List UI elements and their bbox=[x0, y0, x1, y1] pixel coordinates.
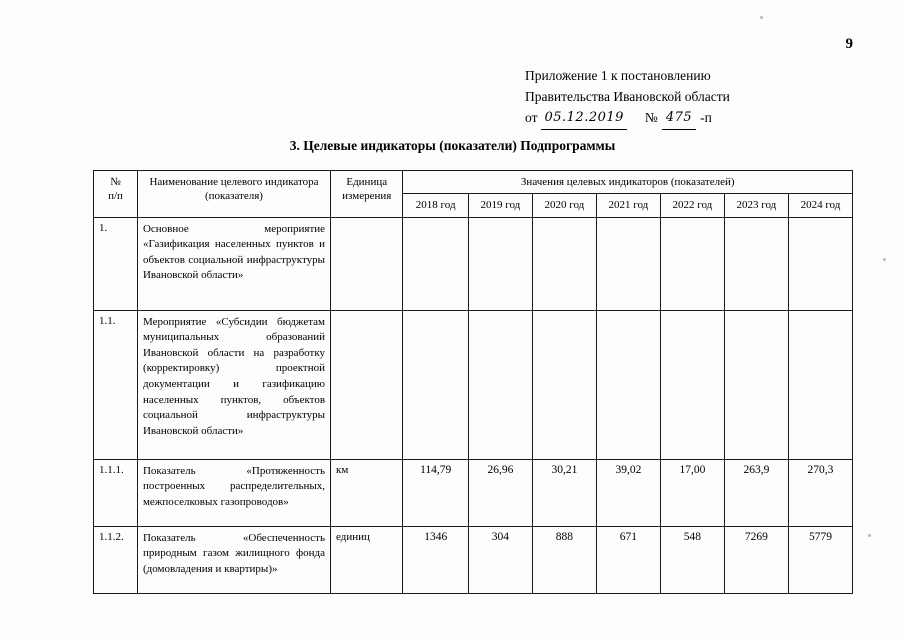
row-number: 1.1.2. bbox=[94, 526, 138, 593]
row-indicator-name: Показатель «Обеспеченность природным газом жилищного фонда (домовладения и квартиры)» bbox=[137, 526, 330, 593]
row-value-2020: 888 bbox=[532, 526, 596, 593]
row-value-2024 bbox=[788, 217, 852, 310]
row-value-2024: 270,3 bbox=[788, 459, 852, 526]
row-indicator-name: Показатель «Протяженность построенных распределительных, межпоселковых газопроводов» bbox=[137, 459, 330, 526]
row-value-2018 bbox=[403, 310, 468, 459]
header-cell-no bbox=[94, 171, 138, 218]
row-value-2022: 548 bbox=[660, 526, 724, 593]
header-cell-unit bbox=[331, 171, 403, 218]
header-cell-year-2022: 2022 год bbox=[660, 194, 724, 217]
number-suffix-label: -п bbox=[700, 109, 712, 125]
table-row bbox=[94, 526, 853, 593]
header-line-date-number bbox=[525, 108, 855, 131]
date-value: 05.12.2019 bbox=[541, 108, 626, 130]
page-number: 9 bbox=[845, 36, 853, 52]
row-unit: км bbox=[331, 459, 403, 526]
header-cell-name bbox=[137, 171, 330, 218]
row-unit bbox=[331, 217, 403, 310]
header-cell-year-2019: 2019 год bbox=[468, 194, 532, 217]
header-cell-values-group: Значения целевых индикаторов (показателей) bbox=[403, 171, 853, 194]
document-number-value: 475 bbox=[662, 108, 696, 130]
table-body bbox=[94, 217, 853, 593]
scan-speck bbox=[883, 258, 886, 261]
row-value-2024 bbox=[788, 310, 852, 459]
scan-speck bbox=[868, 534, 871, 537]
header-line-appendix: Приложение 1 к постановлению bbox=[525, 68, 711, 83]
row-value-2024: 5779 bbox=[788, 526, 852, 593]
row-value-2020 bbox=[532, 310, 596, 459]
table-head bbox=[94, 171, 853, 218]
row-indicator-name: Основное мероприятие «Газификация населенных пунктов и объектов социальной инфраструктуры Ивановской области» bbox=[137, 217, 330, 310]
table-header-row-1 bbox=[94, 171, 853, 194]
row-value-2020: 30,21 bbox=[532, 459, 596, 526]
header-cell-year-2021: 2021 год bbox=[596, 194, 660, 217]
row-unit bbox=[331, 310, 403, 459]
header-cell-year-2018: 2018 год bbox=[403, 194, 468, 217]
table-row bbox=[94, 310, 853, 459]
row-value-2018: 1346 bbox=[403, 526, 468, 593]
number-sign-label: № bbox=[644, 109, 658, 125]
row-value-2022 bbox=[660, 217, 724, 310]
row-number: 1.1. bbox=[94, 310, 138, 459]
header-name-line2: (показателя) bbox=[205, 190, 263, 203]
row-value-2018 bbox=[403, 217, 468, 310]
row-value-2019: 304 bbox=[468, 526, 532, 593]
row-value-2019 bbox=[468, 217, 532, 310]
row-value-2019 bbox=[468, 310, 532, 459]
header-unit-line1: Единица bbox=[346, 176, 388, 188]
header-cell-year-2020: 2020 год bbox=[532, 194, 596, 217]
row-unit: единиц bbox=[331, 526, 403, 593]
row-value-2022: 17,00 bbox=[660, 459, 724, 526]
row-value-2021 bbox=[596, 217, 660, 310]
scan-speck bbox=[760, 16, 763, 19]
header-no-line2: п/п bbox=[108, 190, 123, 203]
row-number: 1.1.1. bbox=[94, 459, 138, 526]
row-value-2023: 7269 bbox=[724, 526, 788, 593]
header-unit-line2: измерения bbox=[342, 190, 392, 203]
document-header bbox=[525, 66, 855, 131]
row-value-2020 bbox=[532, 217, 596, 310]
row-value-2018: 114,79 bbox=[403, 459, 468, 526]
row-value-2021: 671 bbox=[596, 526, 660, 593]
row-number: 1. bbox=[94, 217, 138, 310]
table-row bbox=[94, 459, 853, 526]
date-prefix-label: от bbox=[525, 109, 538, 125]
indicators-table bbox=[93, 170, 853, 594]
row-value-2023 bbox=[724, 310, 788, 459]
row-value-2021: 39,02 bbox=[596, 459, 660, 526]
row-value-2019: 26,96 bbox=[468, 459, 532, 526]
row-value-2023 bbox=[724, 217, 788, 310]
header-line-government: Правительства Ивановской области bbox=[525, 88, 730, 104]
section-title: 3. Целевые индикаторы (показатели) Подпрограммы bbox=[289, 138, 616, 153]
row-value-2022 bbox=[660, 310, 724, 459]
header-no-line1: № bbox=[110, 176, 121, 188]
row-value-2023: 263,9 bbox=[724, 459, 788, 526]
header-cell-year-2023: 2023 год bbox=[724, 194, 788, 217]
table-row bbox=[94, 217, 853, 310]
row-value-2021 bbox=[596, 310, 660, 459]
header-cell-year-2024: 2024 год bbox=[788, 194, 852, 217]
header-name-line1: Наименование целевого индикатора bbox=[149, 176, 319, 188]
row-indicator-name: Мероприятие «Субсидии бюджетам муниципальных образований Ивановской области на разработку (корректировку) проектной документации и газификацию населенных пунктов, объектов социальной инфраструктуры Ивановской области» bbox=[137, 310, 330, 459]
